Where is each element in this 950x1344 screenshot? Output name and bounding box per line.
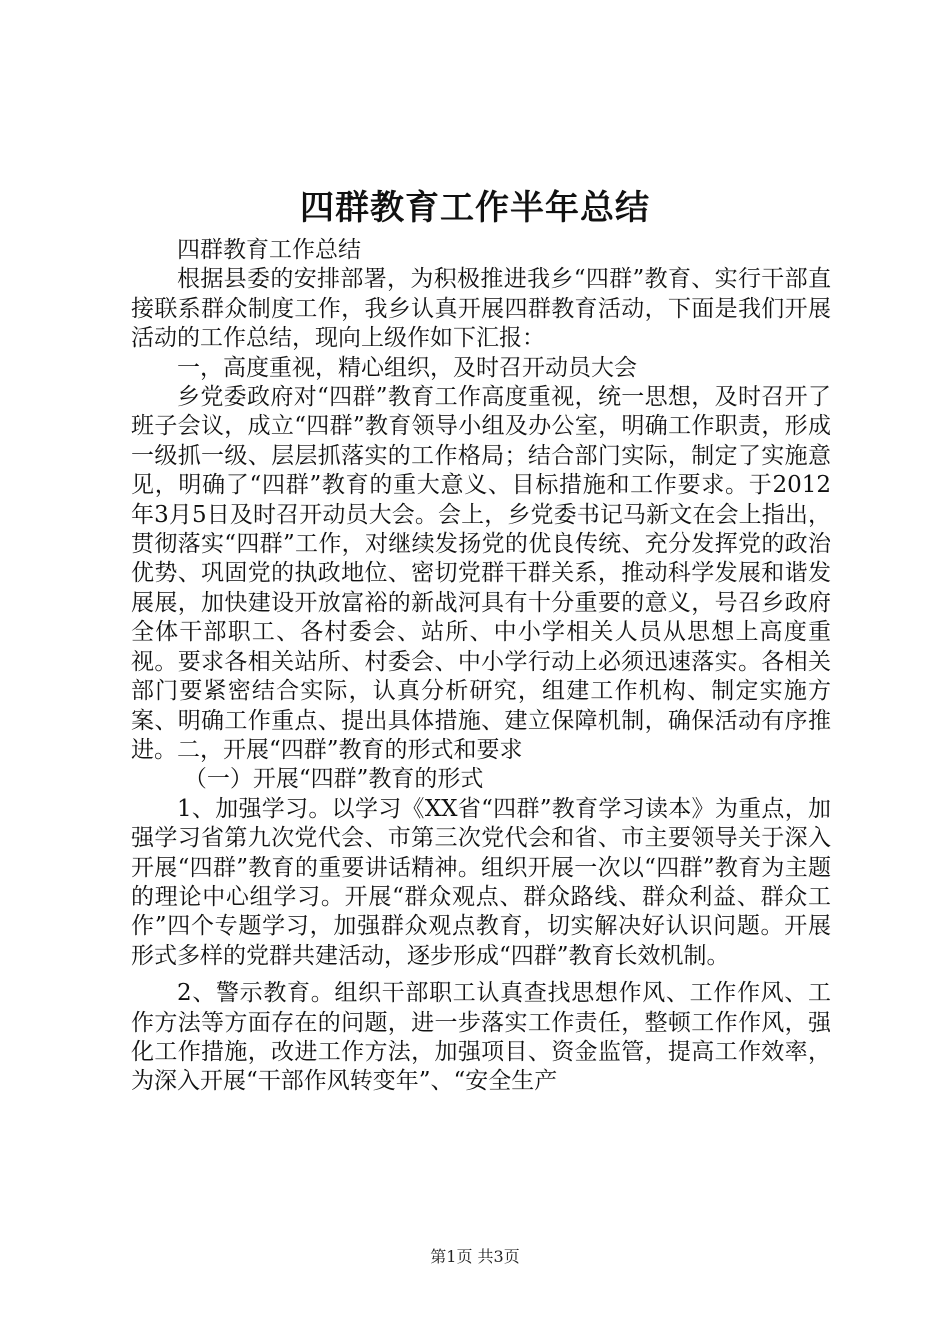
subsection-heading-1: （一）开展“四群”教育的形式 — [183, 766, 484, 793]
page-number-footer: 第1页 共3页 — [430, 1247, 520, 1266]
paragraph-section-1: 乡党委政府对“四群”教育工作高度重视，统一思想，及时召开了班子会议，成立“四群”教育领导小组及办公室，明确工作职责，形成一级抓一级、层层抓落实的工作格局；结合部门实际，制定了实施意见，明确了“四群”教育的重大意义、目标措施和工作要求。于2012年3月5日及时召开动员大会。会上，乡党委书记马新文在会上指出，贯彻落实“四群”工作，对继续发扬党的优良传统、充分发挥党的政治优势、巩固党的执政地位、密切党群干群关系，推动科学发展和谐发展展，加快建设开放富裕的新战河具有十分重要的意义，号召乡政府全体干部职工、各村委会、站所、中小学相关人员从思想上高度重视。要求各相关站所、村委会、中小学行动上必须迅速落实。各相关部门要紧密结合实际，认真分析研究，组建工作机构、制定实施方案、明确工作重点、提出具体措施、建立保障机制，确保活动有序推进。二，开展“四群”教育的形式和要求 — [131, 384, 831, 763]
document-title: 四群教育工作半年总结 — [300, 188, 650, 228]
paragraph-subtitle: 四群教育工作总结 — [177, 237, 361, 263]
paragraph-item-1: 1、加强学习。以学习《XX省“四群”教育学习读本》为重点，加强学习省第九次党代会、市第三次党代会和省、市主要领导关于深入开展“四群”教育的重要讲话精神。组织开展一次以“四群”教育为主题的理论中心组学习。开展“群众观点、群众路线、群众利益、群众工作”四个专题学习，加强群众观点教育，切实解决好认识问题。开展形式多样的党群共建活动，逐步形成“四群”教育长效机制。 — [131, 795, 831, 969]
section-heading-1: 一，高度重视，精心组织，及时召开动员大会 — [177, 354, 637, 381]
paragraph-item-2: 2、警示教育。组织干部职工认真查找思想作风、工作作风、工作方法等方面存在的问题，进一步落实工作责任，整顿工作作风，强化工作措施，改进工作方法，加强项目、资金监管，提高工作效率，为深入开展“干部作风转变年”、“安全生产 — [131, 980, 831, 1095]
document-body — [131, 236, 831, 1097]
paragraph-intro: 根据县委的安排部署，为积极推进我乡“四群”教育、实行干部直接联系群众制度工作，我乡认真开展四群教育活动，下面是我们开展活动的工作总结，现向上级作如下汇报： — [131, 266, 831, 352]
